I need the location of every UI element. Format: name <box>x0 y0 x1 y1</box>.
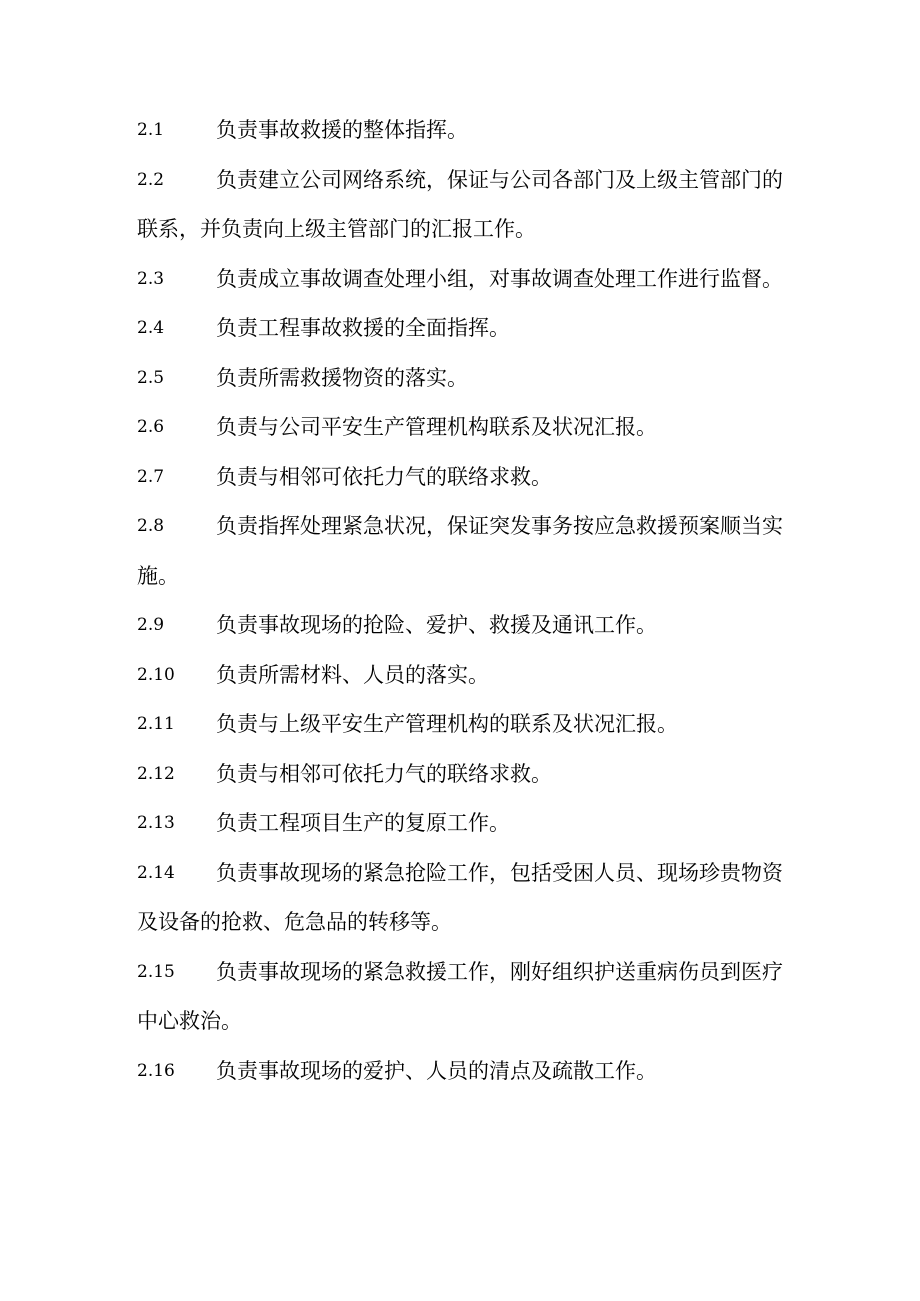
item-number: 2.15 <box>137 961 175 982</box>
item-number: 2.2 <box>137 169 165 190</box>
item-number: 2.10 <box>137 664 175 685</box>
item-number: 2.1 <box>137 120 165 140</box>
item-text: 负责建立公司网络系统，保证与公司各部门及上级主管部门的联系，并负责向上级主管部门的汇报工作。 <box>137 167 783 241</box>
list-item <box>137 156 787 255</box>
list-item <box>137 354 787 404</box>
list-item <box>137 601 787 651</box>
list-item <box>137 453 787 503</box>
list-item <box>137 849 787 948</box>
list-item <box>137 106 787 156</box>
list-item <box>137 700 787 750</box>
item-number: 2.16 <box>137 1060 175 1081</box>
item-number: 2.3 <box>137 268 165 289</box>
item-number: 2.12 <box>137 763 175 784</box>
list-item <box>137 403 787 453</box>
item-text: 负责工程项目生产的复原工作。 <box>216 811 510 835</box>
item-number: 2.8 <box>137 516 165 536</box>
list-item <box>137 1047 787 1097</box>
responsibility-list <box>137 106 787 1096</box>
list-item <box>137 750 787 800</box>
list-item <box>137 502 787 601</box>
item-number: 2.11 <box>137 714 175 734</box>
item-text: 负责与上级平安生产管理机构的联系及状况汇报。 <box>216 712 678 736</box>
item-text: 负责与相邻可依托力气的联络求救。 <box>216 761 552 786</box>
item-text: 负责事故现场的抢险、爱护、救援及通讯工作。 <box>216 613 657 637</box>
item-text: 负责事故现场的紧急抢险工作，包括受困人员、现场珍贵物资及设备的抢救、危急品的转移等。 <box>137 860 783 934</box>
list-item <box>137 948 787 1047</box>
item-number: 2.13 <box>137 813 175 833</box>
item-text: 负责事故救援的整体指挥。 <box>216 118 468 142</box>
item-text: 负责事故现场的紧急救援工作，刚好组织护送重病伤员到医疗中心救治。 <box>137 959 783 1033</box>
list-item <box>137 255 787 305</box>
item-text: 负责所需救援物资的落实。 <box>216 365 468 390</box>
item-number: 2.9 <box>137 615 165 635</box>
item-text: 负责所需材料、人员的落实。 <box>216 662 489 687</box>
item-number: 2.4 <box>137 318 165 338</box>
item-text: 负责与相邻可依托力气的联络求救。 <box>216 464 552 489</box>
item-text: 负责指挥处理紧急状况，保证突发事务按应急救援预案顺当实施。 <box>137 514 783 588</box>
item-number: 2.7 <box>137 466 165 487</box>
item-text: 负责工程事故救援的全面指挥。 <box>216 316 510 340</box>
item-text: 负责与公司平安生产管理机构联系及状况汇报。 <box>216 415 657 439</box>
list-item <box>137 304 787 354</box>
item-number: 2.5 <box>137 367 165 388</box>
list-item <box>137 799 787 849</box>
list-item <box>137 651 787 701</box>
item-number: 2.14 <box>137 862 175 883</box>
item-text: 负责成立事故调查处理小组，对事故调查处理工作进行监督。 <box>216 266 783 291</box>
item-number: 2.6 <box>137 417 165 437</box>
item-text: 负责事故现场的爱护、人员的清点及疏散工作。 <box>216 1058 657 1083</box>
